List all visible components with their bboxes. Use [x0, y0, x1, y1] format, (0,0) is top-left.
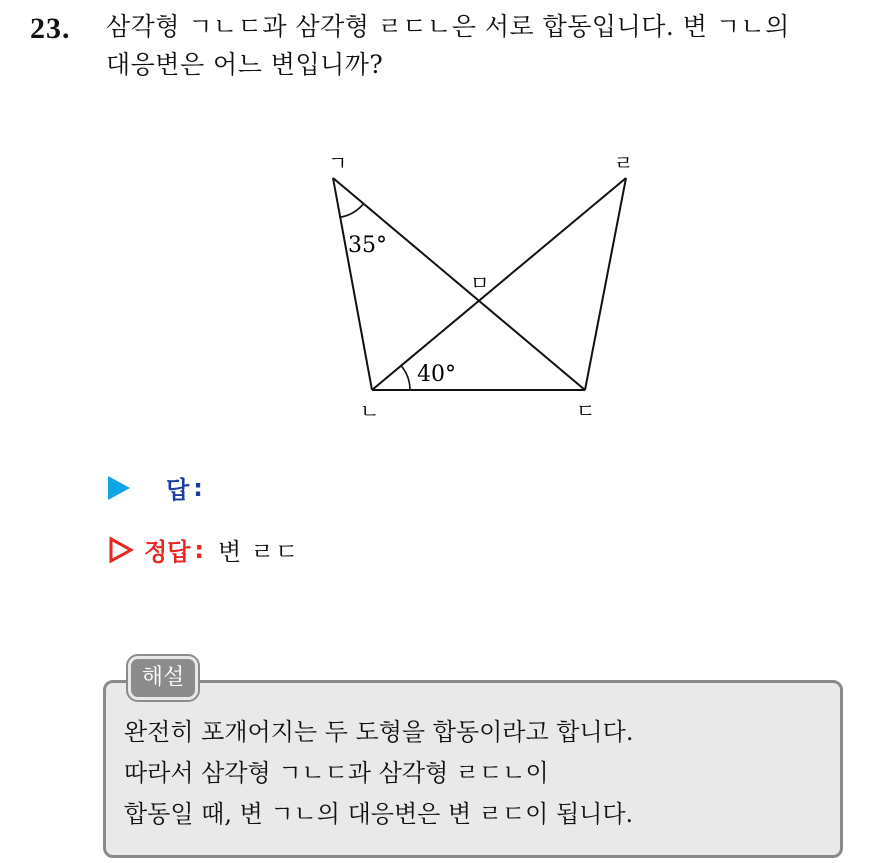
- answer-label: 답: [166, 476, 190, 504]
- correct-answer-value: 변 ㄹㄷ: [217, 538, 300, 566]
- side-gn: [333, 178, 372, 390]
- angle-arc-bottom: [402, 366, 410, 390]
- side-rn: [372, 178, 626, 390]
- explanation-text: [124, 712, 824, 835]
- correct-answer-label: 정답: [144, 538, 191, 566]
- answer-colon: :: [193, 473, 203, 502]
- question-number: 23.: [30, 12, 71, 45]
- explanation-line-3: 합동일 때, 변 ㄱㄴ의 대응변은 변 ㄹㄷ이 됩니다.: [124, 800, 634, 828]
- angle-arc-top: [340, 204, 363, 218]
- side-gd: [333, 178, 585, 390]
- question-line-1: 삼각형 ㄱㄴㄷ과 삼각형 ㄹㄷㄴ은 서로 합동입니다. 변 ㄱㄴ의: [106, 12, 790, 41]
- correct-answer-row: [108, 532, 299, 567]
- vertex-label-m: ㅁ: [470, 271, 490, 295]
- vertex-label-n: ㄴ: [360, 399, 380, 423]
- explanation-tab: 해설: [128, 656, 198, 700]
- angle-label-top: 35°: [348, 233, 387, 258]
- vertex-label-d: ㄷ: [576, 399, 596, 423]
- outline-triangle-icon: [108, 536, 134, 564]
- answer-row: [108, 470, 217, 505]
- angle-label-bottom: 40°: [417, 362, 456, 387]
- vertex-label-r: ㄹ: [614, 151, 634, 175]
- side-rd: [585, 178, 626, 390]
- explanation-line-1: 완전히 포개어지는 두 도형을 합동이라고 합니다.: [124, 718, 634, 746]
- explanation-line-2: 따라서 삼각형 ㄱㄴㄷ과 삼각형 ㄹㄷㄴ이: [124, 759, 549, 787]
- correct-answer-colon: :: [194, 535, 204, 564]
- vertex-label-g: ㄱ: [328, 151, 348, 175]
- question-text: [106, 8, 876, 84]
- congruent-triangles-figure: [300, 140, 660, 430]
- play-triangle-icon: [108, 476, 130, 500]
- question-line-2: 대응변은 어느 변입니까?: [106, 50, 384, 79]
